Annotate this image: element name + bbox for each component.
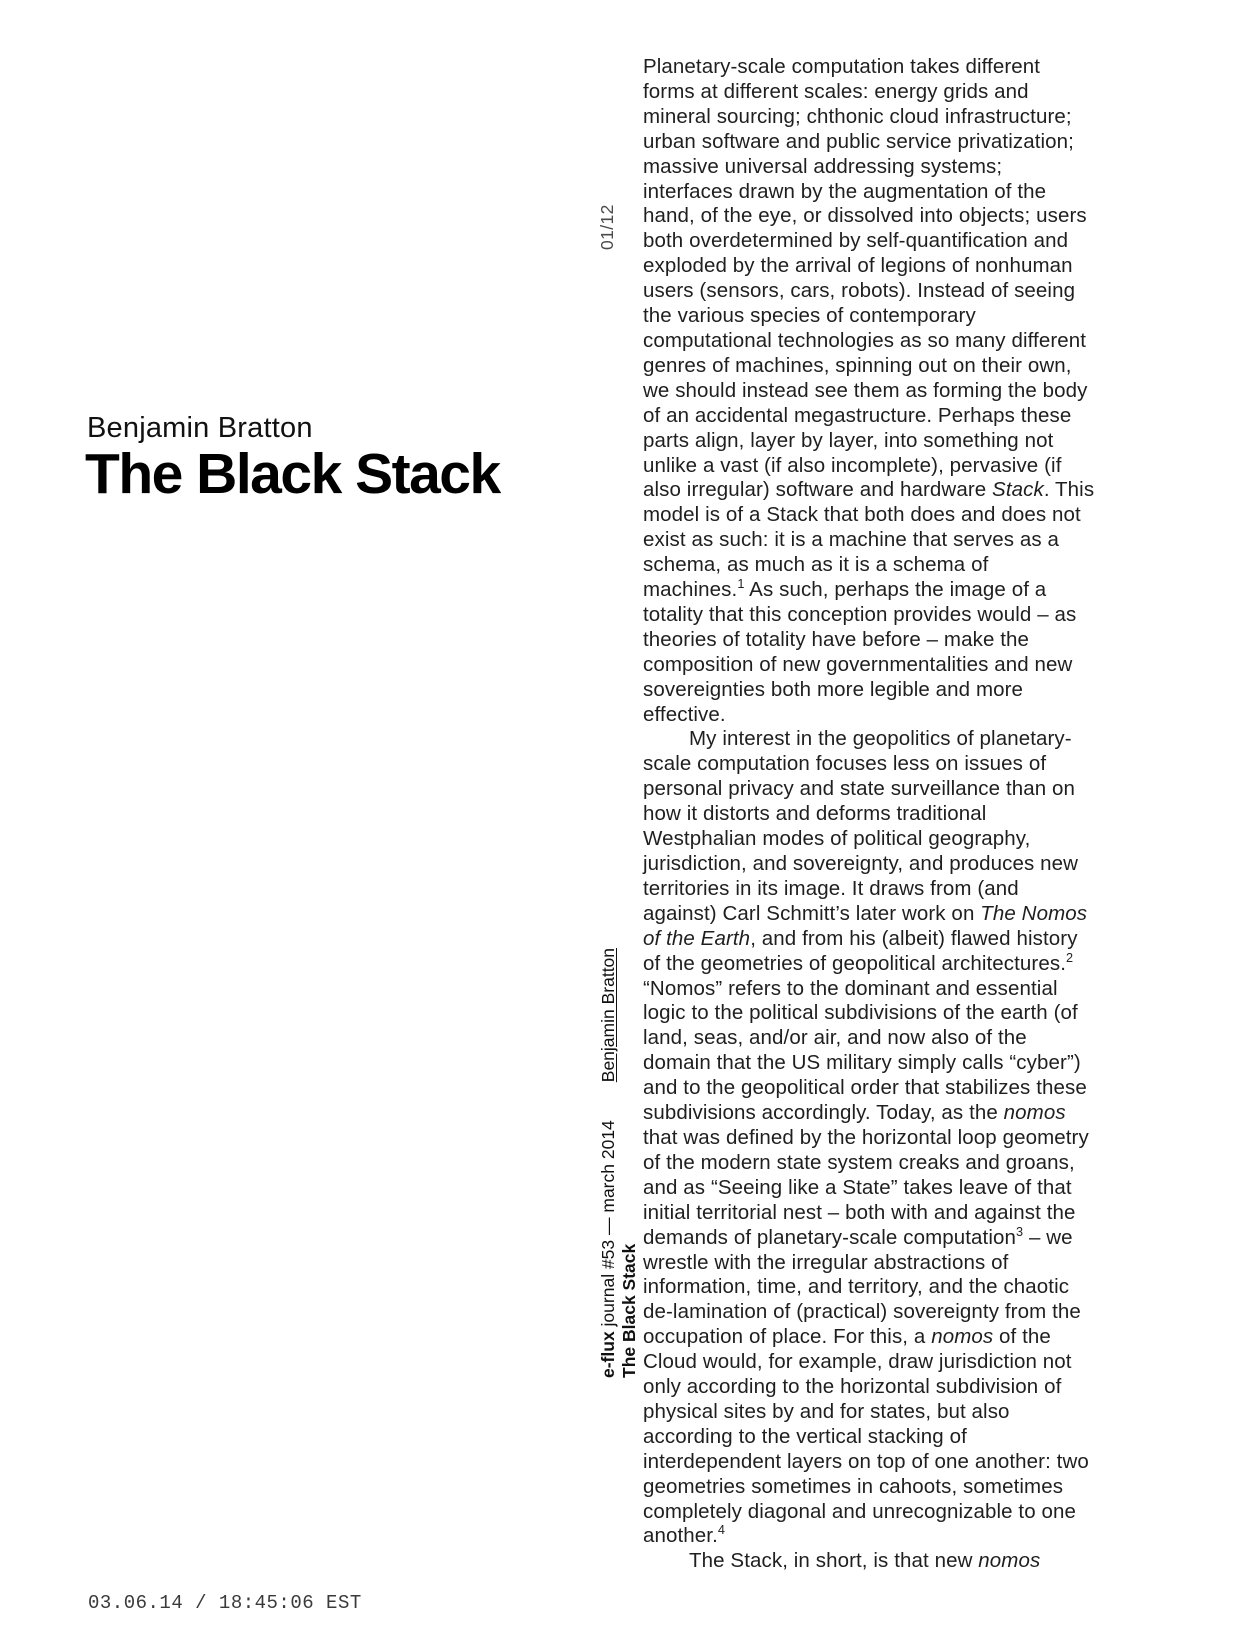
paragraph: My interest in the geopolitics of planetary-scale computation focuses less on issues of personal privacy and state surveillance than on how it distorts and deforms traditional Westphalian modes of political geography, jurisdiction, and sovereignty, and produces new territories in its image. It draws from (and against) Carl Schmitt’s later work on The Nomos of the Earth, and from his (albeit) flawed history of the geometries of geopolitical architectures.$^2$ “Nomos” refers to the dominant and essential logic to the political subdivisions of the earth (of land, seas, and/or air, and now also of the domain that the US military simply calls “cyber”) and to the geopolitical order that stabilizes these subdivisions accordingly. Today, as the nomos that was defined by the horizontal loop geometry of the modern state system creaks and groans, and as “Seeing like a State” takes leave of that initial territorial nest – both with and against the demands of planetary-scale computation$^3$ – we wrestle with the irregular abstractions of information, time, and territory, and the chaotic de-lamination of (practical) sovereignty from the occupation of place. For this, a nomos of the Cloud would, for example, draw jurisdiction not only according to the horizontal subdivision of physical sites by and for states, but also according to the vertical stacking of interdependent layers on top of one another: two geometries sometimes in cahoots, sometimes completely diagonal and unrecognizable to one another.$^4$ [643, 727, 1089, 1548]
article-author: Benjamin Bratton [87, 412, 313, 444]
paragraph: Planetary-scale computation takes different forms at different scales: energy grids and mineral sourcing; chthonic cloud infrastructure; urban software and public service privatization; massive universal addressing systems; interfaces drawn by the augmentation of the hand, of the eye, or dissolved into objects; users both overdetermined by self-quantification and exploded by the arrival of legions of nonhuman users (sensors, cars, robots). Instead of seeing the various species of contemporary computational technologies as so many different genres of machines, spinning out on their own, we should instead see them as forming the body of an accidental megastructure. Perhaps these parts align, layer by layer, into something not unlike a vast (if also incomplete), pervasive (if also irregular) software and hardware Stack. This model is of a Stack that both does and does not exist as such: it is a machine that serves as a schema, as much as it is a schema of machines.$^1$ As such, perhaps the image of a totality that this conception provides would – as theories of totality have before – make the composition of new governmentalities and new sovereignties both more legible and more effective. [643, 55, 1095, 726]
journal-meta-line [598, 948, 619, 1378]
article-title: The Black Stack [85, 442, 500, 506]
article-body [643, 55, 1095, 1574]
journal-meta-vertical [598, 948, 639, 1378]
paragraph: The Stack, in short, is that new nomos [689, 1549, 1041, 1573]
journal-issue-date: journal #53 — march 2014 [598, 1120, 618, 1332]
journal-article-title: The Black Stack [618, 1243, 639, 1378]
author-link[interactable]: Benjamin Bratton [598, 947, 618, 1083]
page-indicator: 01/12 [597, 204, 617, 250]
title-block [85, 412, 500, 506]
journal-name: e-flux [598, 1331, 618, 1378]
timestamp: 03.06.14 / 18:45:06 EST [88, 1592, 362, 1614]
